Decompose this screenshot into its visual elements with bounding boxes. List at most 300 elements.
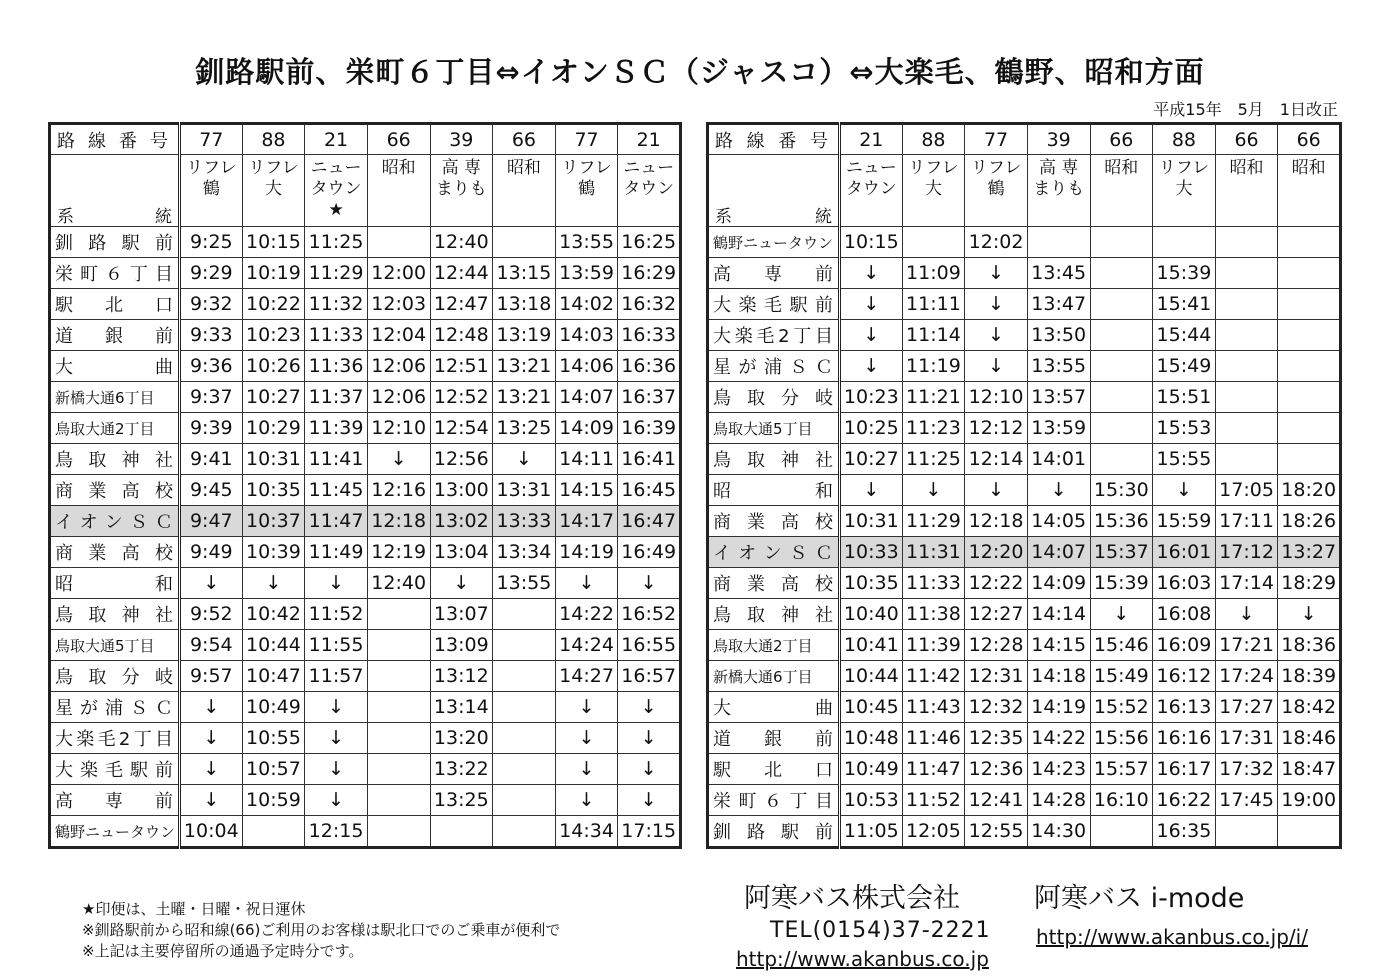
- route-system: [840, 155, 903, 227]
- stop-name: 鶴野ニュータウン: [50, 816, 180, 848]
- stop-name: 星が浦ＳＣ: [708, 351, 840, 382]
- note-line: ★印便は、土曜・日曜・祝日運休: [82, 900, 306, 918]
- route-system-text: 昭和: [1291, 158, 1326, 178]
- departure-time: 10:31: [840, 506, 903, 537]
- timetable-row: [50, 475, 681, 506]
- departure-time: 12:40: [430, 227, 493, 258]
- route-system: [430, 155, 493, 227]
- departure-time: 18:42: [1278, 692, 1341, 723]
- route-system: [367, 155, 430, 227]
- departure-time: [1278, 320, 1341, 351]
- timetable-row: [708, 785, 1341, 816]
- stop-name: 駅北口: [708, 754, 840, 785]
- departure-time: ↓: [618, 692, 681, 723]
- departure-time: 17:11: [1215, 506, 1278, 537]
- departure-time: 13:45: [1027, 258, 1090, 289]
- departure-time: 9:45: [180, 475, 243, 506]
- route-system-text: リフレ 鶴: [561, 158, 612, 199]
- departure-time: 16:47: [618, 506, 681, 537]
- departure-time: 15:51: [1153, 382, 1216, 413]
- departure-time: ↓: [493, 444, 556, 475]
- departure-time: 16:22: [1153, 785, 1216, 816]
- departure-time: 13:57: [1027, 382, 1090, 413]
- departure-time: 13:55: [493, 568, 556, 599]
- departure-time: 11:32: [305, 289, 368, 320]
- timetable-row: [708, 661, 1341, 692]
- departure-time: 11:52: [305, 599, 368, 630]
- stop-name: 釧路駅前: [708, 816, 840, 848]
- system-label-b: 統: [815, 207, 832, 227]
- timetable-row: [708, 258, 1341, 289]
- departure-time: 12:52: [430, 382, 493, 413]
- departure-time: 15:39: [1153, 258, 1216, 289]
- departure-time: [367, 630, 430, 661]
- departure-time: 16:41: [618, 444, 681, 475]
- stop-name: イオンＳＣ: [50, 506, 180, 537]
- departure-time: [1090, 382, 1153, 413]
- stop-name: 道銀前: [708, 723, 840, 754]
- departure-time: 15:44: [1153, 320, 1216, 351]
- departure-time: 10:47: [242, 661, 305, 692]
- departure-time: 13:15: [493, 258, 556, 289]
- departure-time: [493, 692, 556, 723]
- departure-time: 14:22: [1027, 723, 1090, 754]
- departure-time: ↓: [1215, 599, 1278, 630]
- route-number: 66: [367, 124, 430, 155]
- stop-name: 商業高校: [708, 568, 840, 599]
- departure-time: [493, 816, 556, 848]
- departure-time: [1090, 258, 1153, 289]
- revision-date: 平成15年 5月 1日改正: [1153, 100, 1338, 119]
- departure-time: 10:53: [840, 785, 903, 816]
- departure-time: 13:59: [555, 258, 618, 289]
- departure-time: ↓: [965, 475, 1028, 506]
- departure-time: [493, 754, 556, 785]
- timetable-row: [50, 568, 681, 599]
- departure-time: 9:32: [180, 289, 243, 320]
- route-system-text: リフレ 鶴: [186, 158, 237, 199]
- departure-time: ↓: [840, 475, 903, 506]
- stop-name: 大楽毛駅前: [708, 289, 840, 320]
- departure-time: 13:59: [1027, 413, 1090, 444]
- departure-time: 10:26: [242, 351, 305, 382]
- phone-number: TEL(0154)37-2221: [770, 918, 991, 943]
- departure-time: 17:21: [1215, 630, 1278, 661]
- departure-time: 17:31: [1215, 723, 1278, 754]
- departure-time: 9:25: [180, 227, 243, 258]
- departure-time: 13:25: [493, 413, 556, 444]
- departure-time: 10:29: [242, 413, 305, 444]
- departure-time: ↓: [1278, 599, 1341, 630]
- departure-time: 12:54: [430, 413, 493, 444]
- departure-time: 16:10: [1090, 785, 1153, 816]
- route-system: [902, 155, 965, 227]
- route-system-text: ニュー タウン: [623, 158, 675, 199]
- departure-time: 12:06: [367, 351, 430, 382]
- departure-time: 16:35: [1153, 816, 1216, 848]
- departure-time: [493, 227, 556, 258]
- departure-time: 17:05: [1215, 475, 1278, 506]
- stop-name: 鳥取大通5丁目: [708, 413, 840, 444]
- departure-time: 14:09: [1027, 568, 1090, 599]
- timetable-row: [50, 785, 681, 816]
- route-number: 21: [618, 124, 681, 155]
- departure-time: 16:39: [618, 413, 681, 444]
- timetable-row: [50, 754, 681, 785]
- departure-time: 17:27: [1215, 692, 1278, 723]
- timetable-left: [48, 122, 682, 849]
- departure-time: ↓: [242, 568, 305, 599]
- departure-time: [367, 723, 430, 754]
- departure-time: 18:20: [1278, 475, 1341, 506]
- route-system: [493, 155, 556, 227]
- route-system: [242, 155, 305, 227]
- departure-time: 11:52: [902, 785, 965, 816]
- departure-time: 16:08: [1153, 599, 1216, 630]
- departure-time: 12:22: [965, 568, 1028, 599]
- departure-time: 12:35: [965, 723, 1028, 754]
- system-label-b: 統: [155, 207, 172, 227]
- departure-time: 9:41: [180, 444, 243, 475]
- departure-time: 11:09: [902, 258, 965, 289]
- departure-time: 13:19: [493, 320, 556, 351]
- route-number: 77: [180, 124, 243, 155]
- stop-name: 鳥取分岐: [50, 661, 180, 692]
- departure-time: 15:57: [1090, 754, 1153, 785]
- departure-time: 11:33: [305, 320, 368, 351]
- departure-time: 14:22: [555, 599, 618, 630]
- departure-time: [1278, 258, 1341, 289]
- stop-name: 新橋大通6丁目: [50, 382, 180, 413]
- departure-time: [367, 785, 430, 816]
- departure-time: 13:07: [430, 599, 493, 630]
- departure-time: 14:05: [1027, 506, 1090, 537]
- departure-time: 11:29: [902, 506, 965, 537]
- departure-time: 11:49: [305, 537, 368, 568]
- departure-time: 16:29: [618, 258, 681, 289]
- departure-time: 11:29: [305, 258, 368, 289]
- route-system-text: 昭和: [1104, 158, 1139, 178]
- departure-time: 11:42: [902, 661, 965, 692]
- departure-time: 9:57: [180, 661, 243, 692]
- departure-time: 15:36: [1090, 506, 1153, 537]
- departure-time: 10:23: [242, 320, 305, 351]
- departure-time: 11:41: [305, 444, 368, 475]
- route-number: 21: [305, 124, 368, 155]
- departure-time: ↓: [902, 475, 965, 506]
- departure-time: [242, 816, 305, 848]
- departure-time: [1090, 289, 1153, 320]
- stop-name: 鶴野ニュータウン: [708, 227, 840, 258]
- company-website-link[interactable]: http://www.akanbus.co.jp: [736, 947, 989, 971]
- timetable-row: [50, 227, 681, 258]
- timetable-row: [708, 382, 1341, 413]
- timetable-row: [50, 630, 681, 661]
- departure-time: 10:48: [840, 723, 903, 754]
- departure-time: 15:39: [1090, 568, 1153, 599]
- departure-time: [367, 692, 430, 723]
- departure-time: 11:25: [902, 444, 965, 475]
- stop-name: 高専前: [50, 785, 180, 816]
- note-line: ※釧路駅前から昭和線(66)ご利用のお客様は駅北口でのご乗車が便利で: [82, 921, 561, 939]
- imode-label: 阿寒バス i-mode: [1034, 883, 1245, 914]
- departure-time: 13:55: [1027, 351, 1090, 382]
- departure-time: 10:23: [840, 382, 903, 413]
- route-system-text: リフレ 大: [1158, 158, 1210, 199]
- departure-time: [1215, 351, 1278, 382]
- departure-time: 14:17: [555, 506, 618, 537]
- departure-time: [1090, 351, 1153, 382]
- departure-time: ↓: [840, 320, 903, 351]
- departure-time: 12:20: [965, 537, 1028, 568]
- timetable-row: [50, 599, 681, 630]
- departure-time: ↓: [618, 785, 681, 816]
- route-system-text: 昭和: [506, 158, 541, 178]
- departure-time: 12:27: [965, 599, 1028, 630]
- departure-time: 10:33: [840, 537, 903, 568]
- stop-name: 大楽毛駅前: [50, 754, 180, 785]
- departure-time: 12:10: [965, 382, 1028, 413]
- departure-time: 11:47: [902, 754, 965, 785]
- timetable-row: [708, 692, 1341, 723]
- departure-time: 14:24: [555, 630, 618, 661]
- departure-time: 15:37: [1090, 537, 1153, 568]
- departure-time: 11:43: [902, 692, 965, 723]
- departure-time: 11:46: [902, 723, 965, 754]
- timetable-row: [50, 351, 681, 382]
- departure-time: 10:45: [840, 692, 903, 723]
- departure-time: [1278, 227, 1341, 258]
- departure-time: ↓: [555, 723, 618, 754]
- route-system: [1215, 155, 1278, 227]
- route-system-text: ニュー タウン: [845, 158, 897, 199]
- stop-name: イオンＳＣ: [708, 537, 840, 568]
- route-system-text: リフレ 大: [248, 158, 299, 199]
- stop-name: 大曲: [50, 351, 180, 382]
- departure-time: ↓: [965, 320, 1028, 351]
- departure-time: 11:14: [902, 320, 965, 351]
- departure-time: 13:33: [493, 506, 556, 537]
- timetable-right: [706, 122, 1342, 849]
- stop-name: 鳥取神社: [50, 599, 180, 630]
- departure-time: 11:19: [902, 351, 965, 382]
- route-number: 77: [965, 124, 1028, 155]
- departure-time: 16:45: [618, 475, 681, 506]
- departure-time: 15:46: [1090, 630, 1153, 661]
- timetable-row: [708, 568, 1341, 599]
- timetable-row: [708, 816, 1341, 848]
- departure-time: 12:14: [965, 444, 1028, 475]
- departure-time: ↓: [555, 568, 618, 599]
- departure-time: [1215, 258, 1278, 289]
- departure-time: 10:59: [242, 785, 305, 816]
- route-system-text: リフレ 鶴: [970, 158, 1022, 199]
- stop-name: 釧路駅前: [50, 227, 180, 258]
- departure-time: ↓: [180, 785, 243, 816]
- departure-time: 17:45: [1215, 785, 1278, 816]
- departure-time: ↓: [618, 754, 681, 785]
- departure-time: 16:01: [1153, 537, 1216, 568]
- timetable-row: [50, 258, 681, 289]
- system-label: [50, 155, 180, 227]
- departure-time: 10:15: [242, 227, 305, 258]
- departure-time: ↓: [180, 754, 243, 785]
- departure-time: [493, 723, 556, 754]
- departure-time: 17:14: [1215, 568, 1278, 599]
- route-system: [618, 155, 681, 227]
- departure-time: [1215, 227, 1278, 258]
- departure-time: 14:15: [1027, 630, 1090, 661]
- departure-time: 11:39: [305, 413, 368, 444]
- departure-time: [367, 227, 430, 258]
- departure-time: 16:52: [618, 599, 681, 630]
- timetable-row: [50, 382, 681, 413]
- stop-name: 商業高校: [50, 537, 180, 568]
- departure-time: 12:31: [965, 661, 1028, 692]
- departure-time: 13:47: [1027, 289, 1090, 320]
- route-number-label: 路線番号: [708, 124, 840, 155]
- departure-time: [1278, 444, 1341, 475]
- departure-time: ↓: [367, 444, 430, 475]
- departure-time: 19:00: [1278, 785, 1341, 816]
- route-number: 66: [1278, 124, 1341, 155]
- route-system: [555, 155, 618, 227]
- stop-name: 昭和: [50, 568, 180, 599]
- departure-time: 13:55: [555, 227, 618, 258]
- departure-time: 11:45: [305, 475, 368, 506]
- departure-time: 10:27: [242, 382, 305, 413]
- departure-time: 10:04: [180, 816, 243, 848]
- departure-time: 10:44: [242, 630, 305, 661]
- departure-time: ↓: [180, 692, 243, 723]
- departure-time: 12:18: [367, 506, 430, 537]
- departure-time: 10:40: [840, 599, 903, 630]
- stop-name: 鳥取神社: [708, 599, 840, 630]
- timetable-row: [708, 754, 1341, 785]
- departure-time: 9:54: [180, 630, 243, 661]
- departure-time: 17:24: [1215, 661, 1278, 692]
- departure-time: 18:26: [1278, 506, 1341, 537]
- route-system-text: ニュー タウン ★: [310, 158, 362, 220]
- departure-time: 14:23: [1027, 754, 1090, 785]
- stop-name: 高専前: [708, 258, 840, 289]
- departure-time: [367, 661, 430, 692]
- departure-time: 10:55: [242, 723, 305, 754]
- departure-time: 11:55: [305, 630, 368, 661]
- departure-time: 18:46: [1278, 723, 1341, 754]
- route-system: [1153, 155, 1216, 227]
- departure-time: 16:36: [618, 351, 681, 382]
- departure-time: 12:10: [367, 413, 430, 444]
- timetable-row: [708, 723, 1341, 754]
- departure-time: ↓: [618, 568, 681, 599]
- timetable-row: [708, 320, 1341, 351]
- route-system-text: リフレ 大: [908, 158, 959, 199]
- departure-time: 9:29: [180, 258, 243, 289]
- departure-time: 16:17: [1153, 754, 1216, 785]
- stop-name: 大曲: [708, 692, 840, 723]
- route-system: [1278, 155, 1341, 227]
- departure-time: 9:36: [180, 351, 243, 382]
- route-system: [1027, 155, 1090, 227]
- departure-time: 12:16: [367, 475, 430, 506]
- stop-name: 栄町６丁目: [708, 785, 840, 816]
- departure-time: 10:42: [242, 599, 305, 630]
- imode-website-link[interactable]: http://www.akanbus.co.jp/i/: [1036, 925, 1308, 949]
- route-number: 39: [430, 124, 493, 155]
- departure-time: ↓: [555, 785, 618, 816]
- departure-time: 17:32: [1215, 754, 1278, 785]
- timetable-row: [708, 289, 1341, 320]
- departure-time: 13:21: [493, 382, 556, 413]
- departure-time: 12:18: [965, 506, 1028, 537]
- departure-time: 13:12: [430, 661, 493, 692]
- route-number: 88: [1153, 124, 1216, 155]
- departure-time: 15:52: [1090, 692, 1153, 723]
- stop-name: 鳥取大通2丁目: [50, 413, 180, 444]
- departure-time: 15:41: [1153, 289, 1216, 320]
- departure-time: 16:25: [618, 227, 681, 258]
- departure-time: [367, 599, 430, 630]
- departure-time: 15:53: [1153, 413, 1216, 444]
- departure-time: 10:37: [242, 506, 305, 537]
- departure-time: 14:28: [1027, 785, 1090, 816]
- departure-time: 11:25: [305, 227, 368, 258]
- departure-time: [1090, 816, 1153, 848]
- route-system-text: 昭和: [381, 158, 416, 178]
- route-number-label: 路線番号: [50, 124, 180, 155]
- departure-time: [493, 661, 556, 692]
- departure-time: 12:15: [305, 816, 368, 848]
- departure-time: [1278, 816, 1341, 848]
- stop-name: 新橋大通6丁目: [708, 661, 840, 692]
- timetable-row: [50, 444, 681, 475]
- departure-time: [367, 816, 430, 848]
- departure-time: 14:30: [1027, 816, 1090, 848]
- system-label-a: 系: [57, 207, 74, 227]
- timetable-row: [708, 475, 1341, 506]
- stop-name: 大楽毛2丁目: [708, 320, 840, 351]
- departure-time: ↓: [965, 258, 1028, 289]
- stop-name: 鳥取神社: [708, 444, 840, 475]
- departure-time: [1215, 444, 1278, 475]
- departure-time: 14:18: [1027, 661, 1090, 692]
- timetable-row: [708, 413, 1341, 444]
- stop-name: 鳥取分岐: [708, 382, 840, 413]
- departure-time: ↓: [305, 785, 368, 816]
- departure-time: 15:59: [1153, 506, 1216, 537]
- route-number: 39: [1027, 124, 1090, 155]
- stop-name: 鳥取大通5丁目: [50, 630, 180, 661]
- departure-time: [1215, 382, 1278, 413]
- departure-time: [1090, 444, 1153, 475]
- departure-time: 17:15: [618, 816, 681, 848]
- departure-time: ↓: [1027, 475, 1090, 506]
- departure-time: 12:19: [367, 537, 430, 568]
- departure-time: [1215, 320, 1278, 351]
- departure-time: 12:56: [430, 444, 493, 475]
- departure-time: ↓: [1090, 599, 1153, 630]
- departure-time: 13:14: [430, 692, 493, 723]
- departure-time: 16:13: [1153, 692, 1216, 723]
- departure-time: 14:11: [555, 444, 618, 475]
- departure-time: 10:25: [840, 413, 903, 444]
- departure-time: 13:02: [430, 506, 493, 537]
- departure-time: ↓: [840, 351, 903, 382]
- departure-time: 11:31: [902, 537, 965, 568]
- departure-time: [1278, 289, 1341, 320]
- stop-name: 商業高校: [708, 506, 840, 537]
